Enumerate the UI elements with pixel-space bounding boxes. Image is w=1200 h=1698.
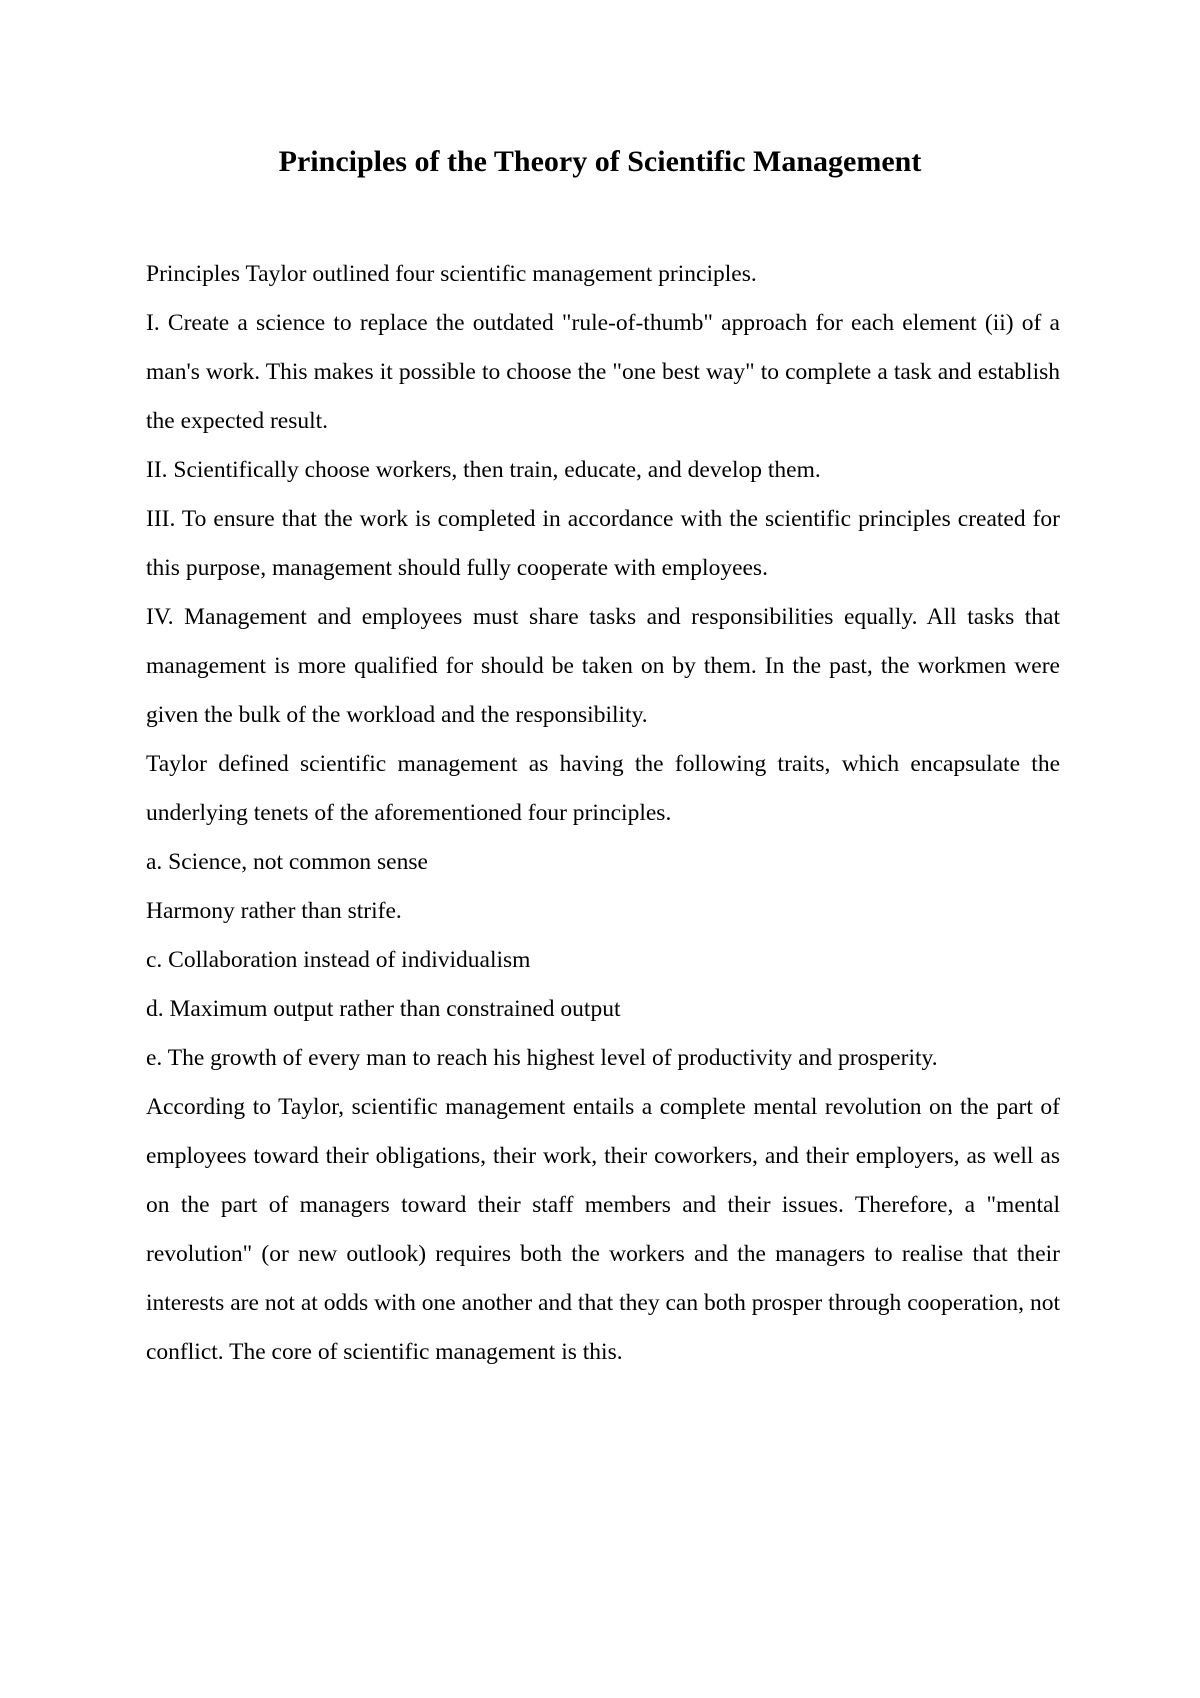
trait-d-item: d. Maximum output rather than constrained output: [146, 996, 621, 1022]
document-body: [146, 250, 1060, 1377]
trait-a-item: a. Science, not common sense: [146, 849, 428, 875]
principle-4-paragraph: IV. Management and employees must share tasks and responsibilities equally. All tasks that management is more qualified for should be taken on by them. In the past, the workmen were given the bulk of the workload and the responsibility.: [146, 604, 1060, 728]
principle-1-paragraph: I. Create a science to replace the outdated "rule-of-thumb" approach for each element (ii) of a man's work. This makes it possible to choose the "one best way" to complete a task and establish the expected result.: [146, 310, 1060, 434]
traits-intro-paragraph: Taylor defined scientific management as having the following traits, which encapsulate the underlying tenets of the aforementioned four principles.: [146, 751, 1060, 826]
intro-paragraph: Principles Taylor outlined four scientific management principles.: [146, 261, 757, 287]
principle-2-paragraph: II. Scientifically choose workers, then train, educate, and develop them.: [146, 457, 821, 483]
trait-c-item: c. Collaboration instead of individualism: [146, 947, 531, 973]
trait-e-item: e. The growth of every man to reach his highest level of productivity and prosperity.: [146, 1045, 938, 1071]
trait-b-item: Harmony rather than strife.: [146, 898, 402, 924]
principle-3-paragraph: III. To ensure that the work is completed in accordance with the scientific principles created for this purpose, management should fully cooperate with employees.: [146, 506, 1060, 581]
mental-revolution-paragraph: According to Taylor, scientific management entails a complete mental revolution on the part of employees toward their obligations, their work, their coworkers, and their employers, as well as on the part of managers toward their staff members and their issues. Therefore, a "mental revolution" (or new outlook) requires both the workers and the managers to realise that their interests are not at odds with one another and that they can both prosper through cooperation, not conflict. The core of scientific management is this.: [146, 1094, 1060, 1365]
document-title: Principles of the Theory of Scientific Management: [278, 145, 922, 178]
